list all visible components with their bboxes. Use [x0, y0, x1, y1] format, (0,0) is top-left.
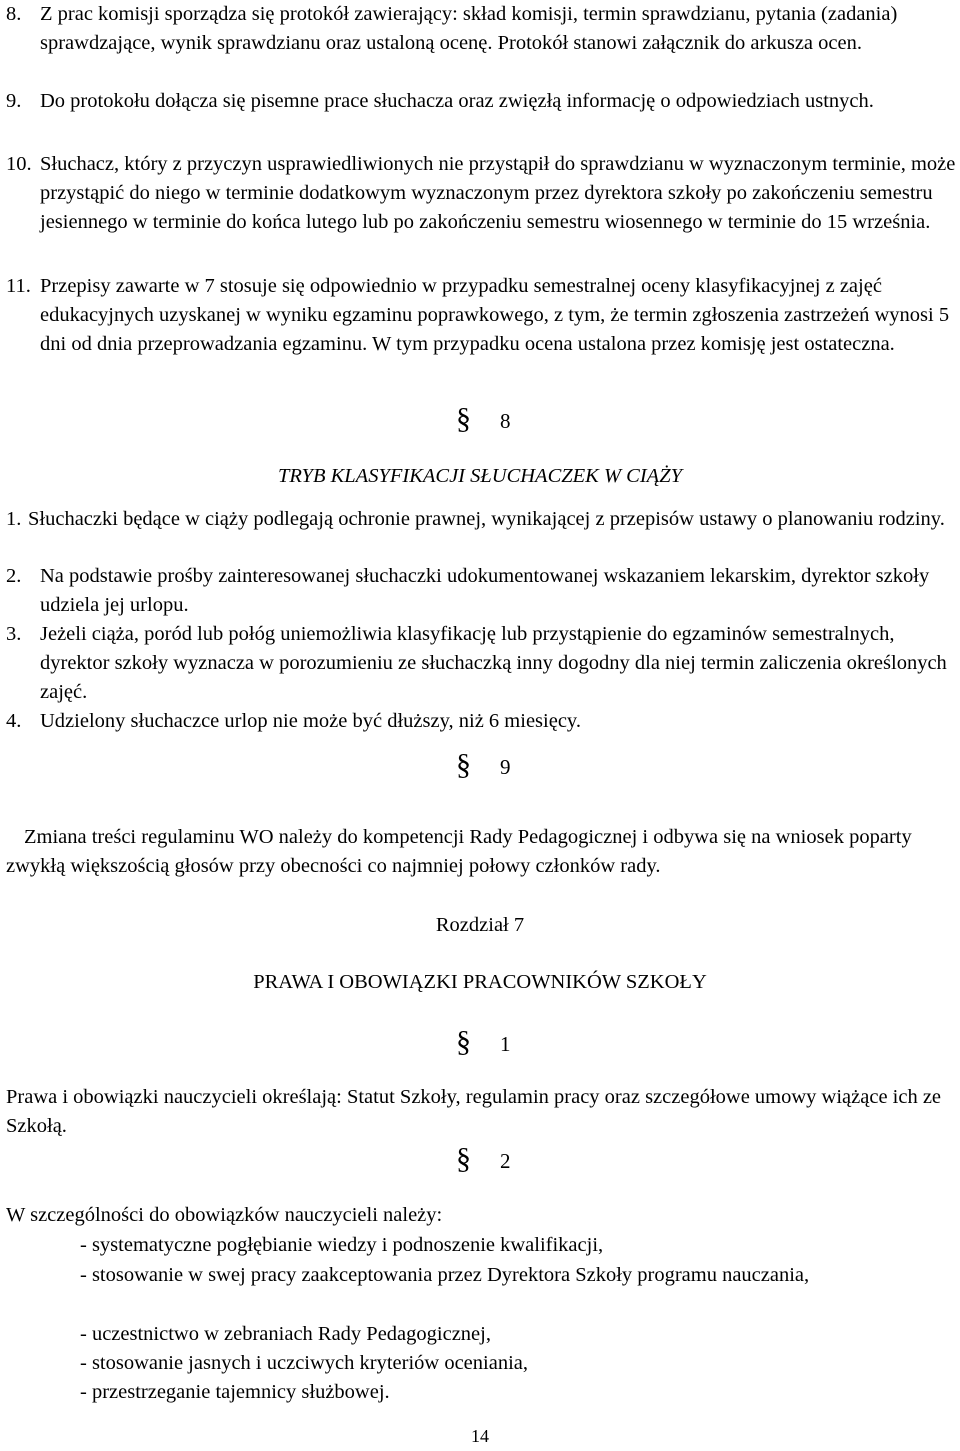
item-number: 8. — [6, 3, 22, 25]
list-item — [6, 150, 956, 236]
item-number: 11. — [6, 275, 31, 297]
list-item — [6, 707, 956, 736]
section-number: 2 — [500, 1149, 511, 1173]
duty-text: - uczestnictwo w zebraniach Rady Pedagogicznej, — [80, 1323, 491, 1345]
list-item — [6, 562, 956, 620]
item-number: 4. — [6, 710, 22, 732]
item-number: 3. — [6, 623, 22, 645]
list-item — [6, 505, 956, 534]
duty-text: - stosowanie jasnych i uczciwych kryteriów oceniania, — [80, 1352, 528, 1374]
item-text: Jeżeli ciąża, poród lub połóg uniemożliwia klasyfikację lub przystąpienie do egzaminów semestralnych, dyrektor szkoły wyznacza w porozumieniu ze słuchaczką inny dogodny dla niej termin zaliczenia określonych zajęć. — [40, 623, 947, 703]
section-8-heading — [440, 402, 580, 442]
list-item — [6, 87, 956, 116]
chapter-heading: Rozdział 7 — [435, 914, 525, 936]
section-sign: § — [456, 402, 471, 435]
item-text: Przepisy zawarte w 7 stosuje się odpowiednio w przypadku semestralnej oceny klasyfikacyjnej z zajęć edukacyjnych uzyskanej w wyniku egzaminu poprawkowego, z tym, że termin zgłoszenia zastrzeżeń wynosi 5 dni od dnia przeprowadzania egzaminu. W tym przypadku ocena ustalona przez komisję jest ostateczna. — [40, 275, 950, 355]
section-sign: § — [456, 1025, 471, 1058]
duty-text: - stosowanie w swej pracy zaakceptowania przez Dyrektora Szkoły programu nauczania, — [80, 1264, 810, 1286]
item-text: Z prac komisji sporządza się protokół zawierający: skład komisji, termin sprawdzianu, pytania (zadania) sprawdzające, wynik sprawdzianu oraz ustaloną ocenę. Protokół stanowi załącznik do arkusza ocen. — [40, 3, 898, 54]
item-text: Słuchacz, który z przyczyn usprawiedliwionych nie przystąpił do sprawdzianu w wyznaczonym terminie, może przystąpić do niego w terminie dodatkowym wyznaczonym przez dyrektora szkoły po zakończeniu semestru jesiennego w terminie do końca lutego lub po zakończeniu semestru wiosennego w terminie do 15 września. — [40, 153, 956, 233]
heading-tryb: TRYB KLASYFIKACJI SŁUCHACZEK W CIĄŻY — [278, 465, 682, 487]
item-number: 10. — [6, 153, 32, 175]
duty-item — [80, 1378, 940, 1407]
section-sign: § — [456, 1142, 471, 1175]
item-number: 2. — [6, 565, 22, 587]
duty-item — [80, 1261, 940, 1290]
list-item — [6, 272, 956, 358]
section-number: 9 — [500, 755, 511, 779]
paragraph-zmiana: Zmiana treści regulaminu WO należy do kompetencji Rady Pedagogicznej i odbywa się na wniosek poparty zwykłą większością głosów przy obecności co najmniej połowy członków rady. — [6, 826, 912, 877]
heading-prawa: PRAWA I OBOWIĄZKI PRACOWNIKÓW SZKOŁY — [253, 971, 707, 993]
item-text: Udzielony słuchaczce urlop nie może być dłuższy, niż 6 miesięcy. — [40, 710, 581, 732]
item-text: Słuchaczki będące w ciąży podlegają ochronie prawnej, wynikającej z przepisów ustawy o planowaniu rodziny. — [28, 508, 945, 530]
duty-text: - przestrzeganie tajemnicy służbowej. — [80, 1381, 390, 1403]
list-item — [6, 0, 956, 58]
item-number: 1. — [6, 508, 22, 530]
section-1-heading — [440, 1025, 580, 1065]
duty-item — [80, 1349, 940, 1378]
section-number: 1 — [500, 1032, 511, 1056]
duty-item — [80, 1231, 940, 1260]
page-number: 14 — [471, 1426, 489, 1446]
section-number: 8 — [500, 409, 511, 433]
item-text: Na podstawie prośby zainteresowanej słuchaczki udokumentowanej wskazaniem lekarskim, dyrektor szkoły udziela jej urlopu. — [40, 565, 930, 616]
item-number: 9. — [6, 90, 22, 112]
duty-text: - systematyczne pogłębianie wiedzy i podnoszenie kwalifikacji, — [80, 1234, 604, 1256]
list-item — [6, 620, 956, 706]
paragraph-prawa: Prawa i obowiązki nauczycieli określają: Statut Szkoły, regulamin pracy oraz szczegółowe umowy wiążące ich ze Szkołą. — [6, 1086, 942, 1137]
duty-item — [80, 1320, 940, 1349]
section-sign: § — [456, 748, 471, 781]
paragraph-wszczegolnosci: W szczególności do obowiązków nauczycieli należy: — [6, 1204, 443, 1226]
section-9-heading — [440, 748, 580, 788]
item-text: Do protokołu dołącza się pisemne prace słuchacza oraz zwięzłą informację o odpowiedziach ustnych. — [40, 90, 874, 112]
section-2-heading — [440, 1142, 580, 1182]
